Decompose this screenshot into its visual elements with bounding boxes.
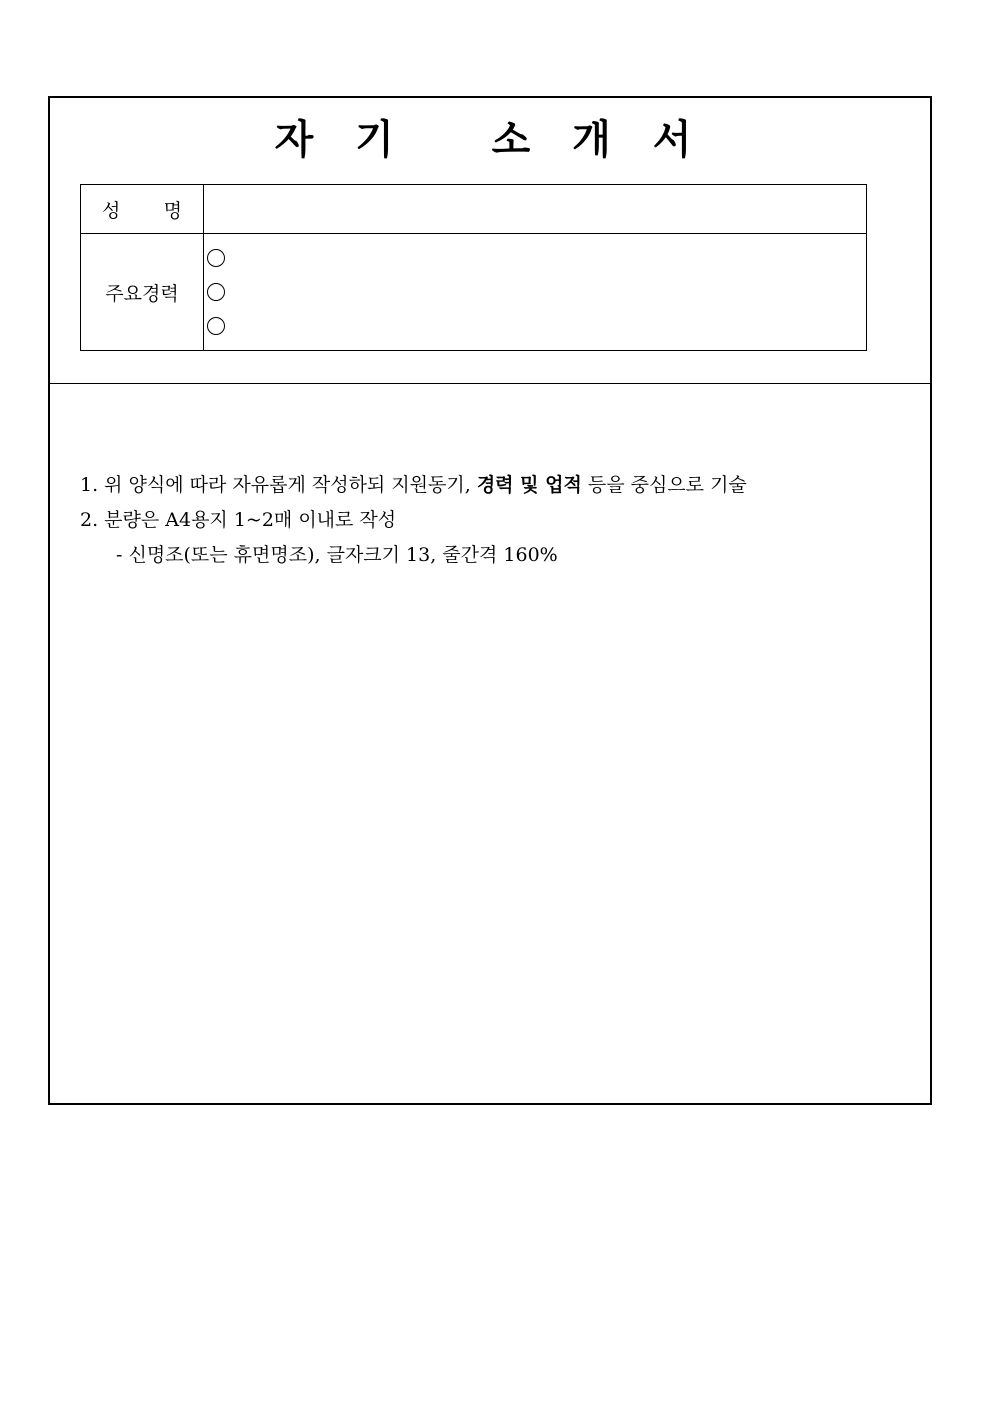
name-row	[81, 185, 867, 234]
document-frame	[48, 96, 932, 1105]
career-item[interactable]	[207, 275, 866, 309]
info-table	[80, 184, 867, 351]
instruction-line-1	[80, 468, 910, 503]
career-list	[204, 241, 866, 343]
instruction-1-suffix: 등을 중심으로 기술	[581, 474, 747, 496]
career-label-cell	[81, 234, 204, 351]
circle-bullet-icon	[207, 249, 225, 267]
career-item[interactable]	[207, 309, 866, 343]
instruction-line-3: - 신명조(또는 휴면명조), 글자크기 13, 줄간격 160%	[116, 544, 558, 566]
header-section	[50, 98, 930, 384]
career-value-cell	[204, 234, 867, 351]
circle-bullet-icon	[207, 283, 225, 301]
career-row	[81, 234, 867, 351]
document-title: 자 기 소 개 서	[274, 116, 706, 163]
circle-bullet-icon	[207, 317, 225, 335]
name-label: 성 명	[102, 199, 182, 222]
career-label: 주요경력	[105, 282, 179, 305]
name-label-cell	[81, 185, 204, 234]
career-item[interactable]	[207, 241, 866, 275]
name-value-cell[interactable]	[204, 185, 867, 234]
instruction-1-text: 1. 위 양식에 따라 자유롭게 작성하되 지원동기,	[80, 474, 477, 496]
instruction-1-emphasis: 경력 및 업적	[476, 474, 582, 496]
instruction-line-2: 2. 분량은 A4용지 1~2매 이내로 작성	[80, 509, 397, 531]
instructions	[80, 468, 910, 573]
